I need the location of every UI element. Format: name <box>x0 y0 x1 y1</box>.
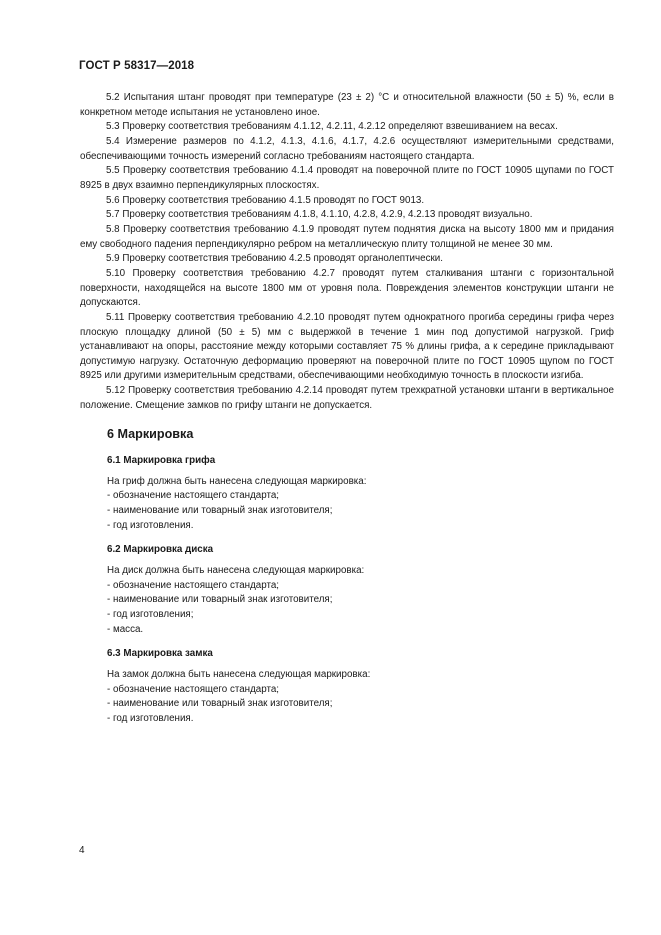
paragraph-5-10: 5.10 Проверку соответствия требованию 4.2.7 проводят путем сталкивания штанги с горизонтальной поверхности, находящейся на высоте 1800 мм от уровня пола. Повреждения элементов конструкции штанги не допускаются. <box>80 267 614 309</box>
paragraph-5-5: 5.5 Проверку соответствия требованию 4.1.4 проводят на поверочной плите по ГОСТ 10905 щупами по ГОСТ 8925 в двух взаимно перпендикулярных плоскостях. <box>80 165 614 191</box>
paragraph-5-8: 5.8 Проверку соответствия требованию 4.1.9 проводят путем поднятия диска на высоту 1800 мм и придания ему свободного падения перпендикулярно ребром на металлическую плиту толщиной не менее 30 мм. <box>80 223 614 250</box>
list-item: - год изготовления. <box>107 519 614 534</box>
paragraph-5-11: 5.11 Проверку соответствия требованию 4.2.10 проводят путем однократного прогиба середины грифа через плоскую площадку длиной (50 ± 5) мм с выдержкой в течение 1 мин под допустимой нагрузкой. Гриф устанавливают на опоры, расстояние между которыми составляет 75 % длины грифа, а к середине прикладывают допустимую нагрузку. Остаточную деформацию проверяют на поверочной плите по ГОСТ 10905 щупом по ГОСТ 8925 или другими измерительным средствами, обеспечивающими необходимую точность в плоскости изгиба. <box>80 311 614 382</box>
paragraph-5-7: 5.7 Проверку соответствия требованиям 4.1.8, 4.1.10, 4.2.8, 4.2.9, 4.2.13 проводят визуально. <box>106 209 533 221</box>
subsection-6-1-intro: На гриф должна быть нанесена следующая маркировка: <box>107 475 367 487</box>
list-item: - масса. <box>107 623 614 638</box>
list-item: - год изготовления. <box>107 712 614 727</box>
list-item: - наименование или товарный знак изготовителя; <box>107 504 614 519</box>
paragraph-5-12: 5.12 Проверку соответствия требованию 4.2.14 проводят путем трехкратной установки штанги в вертикальное положение. Смещение замков по грифу штанги не допускается. <box>80 385 614 411</box>
document-body <box>80 91 614 727</box>
list-item: - наименование или товарный знак изготовителя; <box>107 593 614 608</box>
paragraph-5-4: 5.4 Измерение размеров по 4.1.2, 4.1.3, 4.1.6, 4.1.7, 4.2.6 осуществляют измерительными средствами, обеспечивающими точность измерений согласно требованиям настоящего стандарта. <box>80 135 614 162</box>
subsection-6-3-intro: На замок должна быть нанесена следующая маркировка: <box>107 668 371 680</box>
page-number: 4 <box>79 845 85 856</box>
list-item: - обозначение настоящего стандарта; <box>107 579 614 594</box>
subsection-6-2-title: 6.2 Маркировка диска <box>107 544 214 556</box>
paragraph-5-2: 5.2 Испытания штанг проводят при температуре (23 ± 2) °С и относительной влажности (50 ± 5) %, если в конкретном методе испытания не установлено иное. <box>80 92 614 118</box>
subsection-6-3-title: 6.3 Маркировка замка <box>107 648 213 660</box>
subsection-6-2-intro: На диск должна быть нанесена следующая маркировка: <box>107 565 365 577</box>
list-item: - обозначение настоящего стандарта; <box>107 683 614 698</box>
document-header: ГОСТ Р 58317—2018 <box>79 60 195 72</box>
list-item: - обозначение настоящего стандарта; <box>107 489 614 504</box>
paragraph-5-6: 5.6 Проверку соответствия требованию 4.1.5 проводят по ГОСТ 9013. <box>106 194 425 206</box>
subsection-6-1-title: 6.1 Маркировка грифа <box>107 455 216 467</box>
list-item: - год изготовления; <box>107 608 614 623</box>
paragraph-5-9: 5.9 Проверку соответствия требованию 4.2.5 проводят органолептически. <box>106 253 443 265</box>
paragraph-5-3: 5.3 Проверку соответствия требованиям 4.1.12, 4.2.11, 4.2.12 определяют взвешиванием на весах. <box>106 121 558 133</box>
list-item: - наименование или товарный знак изготовителя; <box>107 697 614 712</box>
section-6-title: 6 Маркировка <box>107 427 194 442</box>
